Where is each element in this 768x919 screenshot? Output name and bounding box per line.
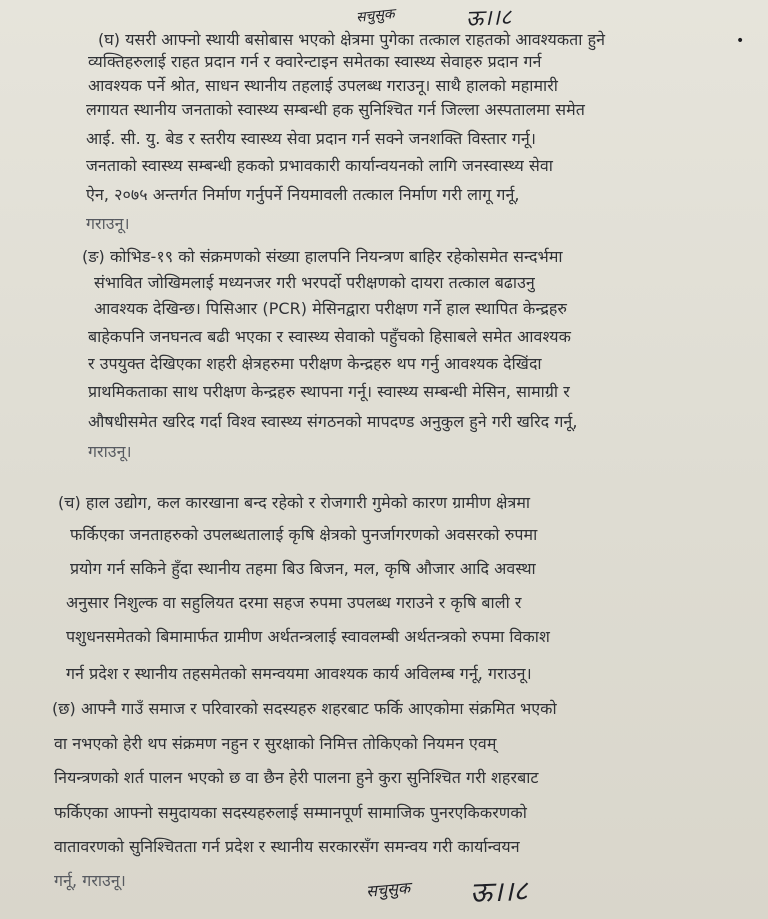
clause-nga-line-5: र उपयुक्त देखिएका शहरी क्षेत्रहरुमा परीक्षण केन्द्रहरु थप गर्नु आवश्यक देखिंदा [88,354,542,373]
clause-nga-line-3: आवश्यक देखिन्छ। पिसिआर (PCR) मेसिनद्वारा परीक्षण गर्ने हाल स्थापित केन्द्रहरु [94,299,568,318]
clause-nga-line-4: बाहेकपनि जनघनत्व बढी भएका र स्वास्थ्य सेवाको पहुँचको हिसाबले समेत आवश्यक [88,327,571,346]
clause-cha-line-2: फर्किएका जनताहरुको उपलब्धतालाई कृषि क्षेत्रको पुनर्जागरणको अवसरको रुपमा [70,525,538,544]
clause-chha-line-1: (छ) आफ्नै गाउँ समाज र परिवारको सदस्यहरु शहरबाट फर्कि आएकोमा संक्रमित भएको [52,699,557,718]
bottom-handwritten-initial: ऊ।।८ [469,874,529,909]
clause-nga-line-7: औषधीसमेत खरिद गर्दा विश्व स्वास्थ्य संगठनको मापदण्ड अनुकुल हुने गरी खरिद गर्नू, [88,412,578,431]
clause-gha-line-8: गराउनू। [86,214,130,233]
clause-nga-line-1: (ङ) कोभिड-१९ को संक्रमणको संख्या हालपनि नियन्त्रण बाहिर रहेकोसमेत सन्दर्भमा [82,247,563,266]
clause-chha-line-3: नियन्त्रणको शर्त पालन भएको छ वा छैन हेरी पालना हुने कुरा सुनिश्चित गरी शहरबाट [54,768,539,787]
clause-gha-line-7: ऐन, २०७५ अन्तर्गत निर्माण गर्नुपर्ने नियमावली तत्काल निर्माण गरी लागू गर्नू, [86,185,520,204]
clause-nga-line-6: प्राथमिकताका साथ परीक्षण केन्द्रहरु स्थापना गर्नू। स्वास्थ्य सम्बन्धी मेसिन, सामाग्री र [88,382,570,401]
clause-cha-line-3: प्रयोग गर्न सकिने हुँदा स्थानीय तहमा बिउ बिजन, मल, कृषि औजार आदि अवस्था [70,559,536,578]
clause-chha-line-2: वा नभएको हेरी थप संक्रमण नहुन र सुरक्षाको निमित्त तोकिएको नियमन एवम् [54,734,497,753]
top-handwritten-note: सचुसुक [355,6,396,26]
clause-cha-line-5: पशुधनसमेतको बिमामार्फत ग्रामीण अर्थतन्त्रलाई स्वावलम्बी अर्थतन्त्रको रुपमा विकाश [66,627,550,646]
clause-nga-line-2: संभावित जोखिमलाई मध्यनजर गरी भरपर्दो परीक्षणको दायरा तत्काल बढाउनु [94,273,535,292]
page-corner-mark: • [736,33,745,49]
top-handwritten-initial: ऊ।।८ [465,5,512,32]
clause-gha-line-6: जनताको स्वास्थ्य सम्बन्धी हकको प्रभावकारी कार्यान्वयनको लागि जनस्वास्थ्य सेवा [86,156,553,175]
clause-cha-line-4: अनुसार निशुल्क वा सहुलियत दरमा सहज रुपमा उपलब्ध गराउने र कृषि बाली र [66,593,522,612]
clause-cha-line-1: (च) हाल उद्योग, कल कारखाना बन्द रहेको र रोजगारी गुमेको कारण ग्रामीण क्षेत्रमा [58,493,531,512]
clause-chha-line-6: गर्नू, गराउनू। [54,871,126,890]
clause-gha-line-3: आवश्यक पर्ने श्रोत, साधन स्थानीय तहलाई उपलब्ध गराउनू। साथै हालको महामारी [88,76,558,95]
clause-chha-line-5: वातावरणको सुनिश्चितता गर्न प्रदेश र स्थानीय सरकारसँग समन्वय गरी कार्यान्वयन [54,837,520,856]
clause-chha-line-4: फर्किएका आफ्नो समुदायका सदस्यहरुलाई सम्मानपूर्ण सामाजिक पुनरएकिकरणको [54,803,527,822]
clause-cha-line-6: गर्न प्रदेश र स्थानीय तहसमेतको समन्वयमा आवश्यक कार्य अविलम्ब गर्नू, गराउनू। [66,664,532,683]
clause-gha-line-2: व्यक्तिहरुलाई राहत प्रदान गर्न र क्वारेन्टाइन समेतका स्वास्थ्य सेवाहरु प्रदान गर्न [88,52,542,71]
clause-nga-line-8: गराउनू। [88,442,132,461]
clause-gha-line-1: (घ) यसरी आफ्नो स्थायी बसोबास भएको क्षेत्रमा पुगेका तत्काल राहतको आवश्यकता हुने [98,30,606,49]
bottom-handwritten-note: सचुसुक [365,878,411,901]
clause-gha-line-4: लगायत स्थानीय जनताको स्वास्थ्य सम्बन्धी हक सुनिश्चित गर्न जिल्ला अस्पतालमा समेत [86,100,585,119]
clause-gha-line-5: आई. सी. यु. बेड र स्तरीय स्वास्थ्य सेवा प्रदान गर्न सक्ने जनशक्ति विस्तार गर्नू। [86,129,536,148]
